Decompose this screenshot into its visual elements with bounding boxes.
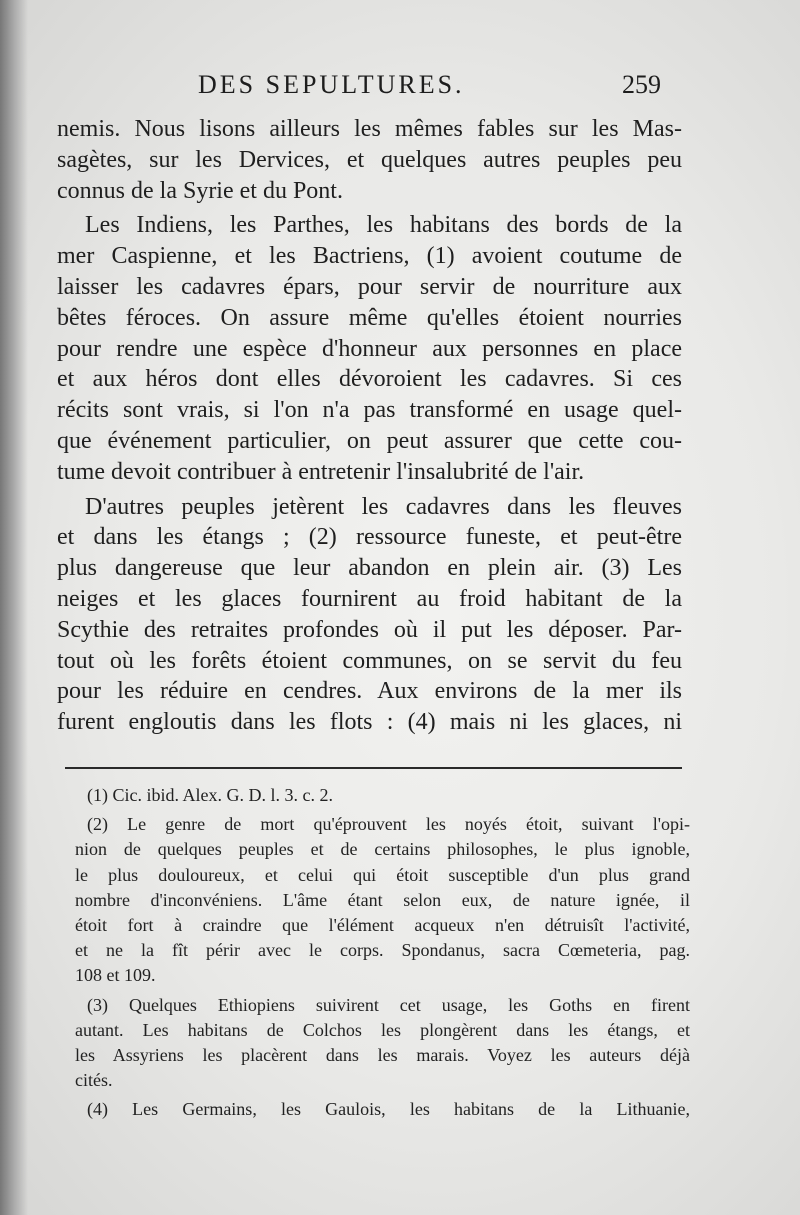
text-line: neiges et les glaces fournirent au froid habitant de la (57, 585, 682, 612)
text-line: tume devoit contribuer à entretenir l'insalubrité de l'air. (57, 458, 585, 485)
text-line: furent engloutis dans les flots : (4) mais ni les glaces, ni (57, 709, 682, 736)
footnote-line: les Assyriens les placèrent dans les marais. Voyez les auteurs déjà (75, 1045, 690, 1066)
running-head (0, 70, 800, 106)
footnote-line: (2) Le genre de mort qu'éprouvent les noyés étoit, suivant l'opi- (87, 814, 690, 835)
text-line: Scythie des retraites profondes où il put les déposer. Par- (57, 616, 682, 643)
text-line: et aux héros dont elles dévoroient les cadavres. Si ces (57, 366, 682, 393)
text-line: que événement particulier, on peut assurer que cette cou- (57, 427, 682, 454)
page-binding-shadow (0, 0, 28, 1215)
footnote-line: et ne la fît périr avec le corps. Spondanus, sacra Cœmeteria, pag. (75, 940, 690, 961)
footnote-line: (1) Cic. ibid. Alex. G. D. l. 3. c. 2. (87, 785, 333, 805)
text-line: nemis. Nous lisons ailleurs les mêmes fables sur les Mas- (57, 116, 682, 142)
text-line: connus de la Syrie et du Pont. (57, 177, 343, 204)
footnote-line: (3) Quelques Ethiopiens suivirent cet usage, les Goths en firent (87, 994, 690, 1015)
text-line: tout où les forêts étoient communes, on se servit du feu (57, 647, 682, 674)
page-number: 259 (622, 70, 661, 99)
text-line: D'autres peuples jetèrent les cadavres dans les fleuves (85, 493, 682, 520)
footnote-line: 108 et 109. (75, 965, 156, 986)
text-line: récits sont vrais, si l'on n'a pas transformé en usage quel- (57, 397, 682, 424)
text-line: sagètes, sur les Dervices, et quelques autres peuples peu (57, 146, 682, 173)
text-line: Les Indiens, les Parthes, les habitans des bords de la (85, 212, 682, 239)
text-line: laisser les cadavres épars, pour servir de nourriture aux (57, 273, 682, 300)
footnote-rule (65, 767, 682, 769)
footnote-line: le plus douloureux, et celui qui étoit susceptible d'un plus grand (75, 864, 690, 885)
text-line: et dans les étangs ; (2) ressource funeste, et peut-être (57, 524, 682, 551)
footnote-line: autant. Les habitans de Colchos les plongèrent dans les étangs, et (75, 1019, 690, 1040)
footnote-line: nombre d'inconvéniens. L'âme étant selon eux, de nature ignée, il (75, 889, 690, 910)
text-line: plus dangereuse que leur abandon en plein air. (3) Les (57, 555, 682, 582)
text-line: bêtes féroces. On assure même qu'elles étoient nourries (57, 304, 682, 331)
running-head-title: DES SEPULTURES. (198, 70, 465, 99)
text-line: pour les réduire en cendres. Aux environs de la mer ils (57, 678, 682, 705)
text-line: pour rendre une espèce d'honneur aux personnes en place (57, 335, 682, 362)
footnotes (75, 783, 690, 1123)
footnote-line: étoit fort à craindre que l'élément acqueux n'en détruisît l'activité, (75, 915, 690, 936)
footnote-line: nion de quelques peuples et de certains philosophes, le plus ignoble, (75, 839, 690, 860)
text-line: mer Caspienne, et les Bactriens, (1) avoient coutume de (57, 243, 682, 270)
main-text (57, 114, 682, 738)
footnote-line: cités. (75, 1070, 113, 1091)
footnote-line: (4) Les Germains, les Gaulois, les habitans de la Lithuanie, (87, 1099, 690, 1120)
